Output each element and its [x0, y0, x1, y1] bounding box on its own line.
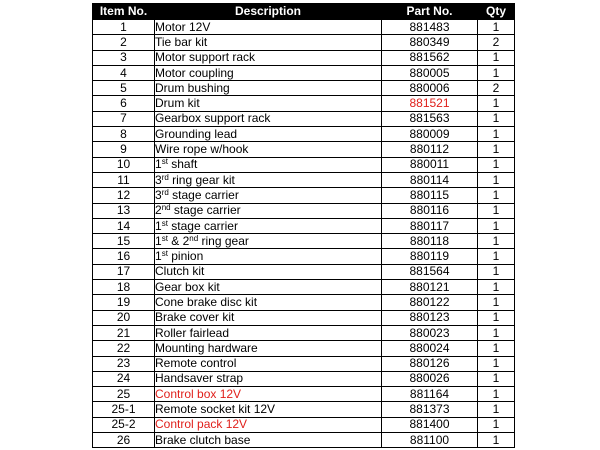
cell-part-no: 880026 — [382, 371, 478, 386]
cell-item-no: 20 — [93, 310, 155, 325]
cell-description — [155, 356, 382, 371]
table-row — [93, 280, 515, 295]
description-text: 1 — [155, 249, 162, 264]
cell-qty: 1 — [478, 203, 515, 218]
cell-description — [155, 325, 382, 340]
cell-qty: 1 — [478, 387, 515, 402]
cell-qty: 1 — [478, 111, 515, 126]
description-text: Wire rope w/hook — [155, 142, 249, 157]
ordinal-suffix: st — [161, 218, 168, 228]
cell-description — [155, 417, 382, 432]
table-row — [93, 142, 515, 157]
cell-description — [155, 218, 382, 233]
description-text: Brake cover kit — [155, 310, 235, 325]
cell-description — [155, 341, 382, 356]
cell-description — [155, 280, 382, 295]
cell-part-no: 880118 — [382, 234, 478, 249]
cell-description — [155, 264, 382, 279]
cell-description — [155, 111, 382, 126]
table-body — [93, 20, 515, 448]
cell-description — [155, 249, 382, 264]
description-text: ring gear kit — [168, 172, 235, 187]
table-row — [93, 111, 515, 126]
table-row — [93, 81, 515, 96]
cell-description — [155, 65, 382, 80]
ordinal-suffix: st — [161, 157, 168, 167]
cell-description — [155, 387, 382, 402]
table-row — [93, 35, 515, 50]
cell-qty: 1 — [478, 188, 515, 203]
cell-item-no: 17 — [93, 264, 155, 279]
cell-item-no: 19 — [93, 295, 155, 310]
cell-qty: 1 — [478, 433, 515, 448]
cell-description — [155, 20, 382, 35]
cell-description — [155, 188, 382, 203]
cell-item-no: 15 — [93, 234, 155, 249]
table-row — [93, 341, 515, 356]
cell-part-no: 880023 — [382, 325, 478, 340]
description-text: Gearbox support rack — [155, 111, 271, 126]
cell-description — [155, 96, 382, 111]
cell-item-no: 24 — [93, 371, 155, 386]
table-row — [93, 417, 515, 432]
table-row — [93, 325, 515, 340]
cell-item-no: 5 — [93, 81, 155, 96]
cell-item-no: 16 — [93, 249, 155, 264]
cell-part-no: 880009 — [382, 127, 478, 142]
cell-qty: 2 — [478, 81, 515, 96]
description-text: Grounding lead — [155, 126, 238, 141]
cell-description — [155, 50, 382, 65]
cell-qty: 2 — [478, 35, 515, 50]
cell-description — [155, 127, 382, 142]
cell-item-no: 3 — [93, 50, 155, 65]
description-text: ring gear — [198, 233, 249, 248]
cell-part-no: 881564 — [382, 264, 478, 279]
table-row — [93, 127, 515, 142]
description-text: Handsaver strap — [155, 371, 244, 386]
cell-qty: 1 — [478, 310, 515, 325]
cell-qty: 1 — [478, 50, 515, 65]
cell-description — [155, 402, 382, 417]
cell-part-no: 880024 — [382, 341, 478, 356]
cell-part-no: 880122 — [382, 295, 478, 310]
ordinal-suffix: st — [161, 249, 168, 259]
cell-item-no: 23 — [93, 356, 155, 371]
table-row — [93, 20, 515, 35]
cell-qty: 1 — [478, 20, 515, 35]
cell-qty: 1 — [478, 371, 515, 386]
table-row — [93, 310, 515, 325]
cell-part-no: 881562 — [382, 50, 478, 65]
cell-item-no: 26 — [93, 433, 155, 448]
description-text: Control pack 12V — [155, 417, 248, 432]
cell-item-no: 13 — [93, 203, 155, 218]
cell-part-no: 880121 — [382, 280, 478, 295]
ordinal-suffix: rd — [161, 172, 169, 182]
table-row — [93, 249, 515, 264]
cell-item-no: 7 — [93, 111, 155, 126]
cell-qty: 1 — [478, 356, 515, 371]
table-row — [93, 264, 515, 279]
cell-item-no: 18 — [93, 280, 155, 295]
table-row — [93, 433, 515, 448]
cell-qty: 1 — [478, 172, 515, 187]
description-text: 1 — [155, 157, 162, 172]
cell-qty: 1 — [478, 280, 515, 295]
cell-part-no: 881100 — [382, 433, 478, 448]
cell-part-no: 880112 — [382, 142, 478, 157]
ordinal-suffix: nd — [161, 203, 171, 213]
table-row — [93, 234, 515, 249]
table-row — [93, 295, 515, 310]
description-text: shaft — [167, 157, 198, 172]
cell-qty: 1 — [478, 142, 515, 157]
cell-item-no: 6 — [93, 96, 155, 111]
cell-part-no: 880117 — [382, 218, 478, 233]
cell-description — [155, 433, 382, 448]
cell-part-no: 880126 — [382, 356, 478, 371]
cell-item-no: 11 — [93, 172, 155, 187]
cell-qty: 1 — [478, 295, 515, 310]
description-text: Tie bar kit — [155, 34, 208, 49]
description-text: stage carrier — [167, 218, 238, 233]
ordinal-suffix: nd — [189, 233, 199, 243]
cell-part-no: 880114 — [382, 172, 478, 187]
cell-description — [155, 310, 382, 325]
cell-description — [155, 371, 382, 386]
cell-description — [155, 203, 382, 218]
description-text: Drum kit — [155, 96, 200, 111]
cell-description — [155, 142, 382, 157]
cell-item-no: 12 — [93, 188, 155, 203]
cell-part-no: 881164 — [382, 387, 478, 402]
description-text: Mounting hardware — [155, 340, 258, 355]
table-header — [93, 4, 515, 20]
cell-qty: 1 — [478, 157, 515, 172]
description-text: 1 — [155, 218, 162, 233]
description-text: Remote socket kit 12V — [155, 402, 276, 417]
cell-part-no: 881400 — [382, 417, 478, 432]
cell-part-no: 881563 — [382, 111, 478, 126]
description-text: 1 — [155, 233, 162, 248]
description-text: Motor 12V — [155, 19, 211, 34]
table-row — [93, 188, 515, 203]
header-description: Description — [155, 4, 382, 20]
table-row — [93, 157, 515, 172]
cell-qty: 1 — [478, 234, 515, 249]
description-text: pinion — [167, 249, 204, 264]
cell-description — [155, 172, 382, 187]
cell-part-no: 881373 — [382, 402, 478, 417]
cell-item-no: 10 — [93, 157, 155, 172]
table-row — [93, 387, 515, 402]
cell-qty: 1 — [478, 264, 515, 279]
table-row — [93, 96, 515, 111]
cell-part-no: 880006 — [382, 81, 478, 96]
cell-item-no: 1 — [93, 20, 155, 35]
description-text: stage carrier — [170, 203, 241, 218]
table-row — [93, 356, 515, 371]
description-text: stage carrier — [168, 187, 239, 202]
table-row — [93, 203, 515, 218]
cell-qty: 1 — [478, 249, 515, 264]
header-item-no: Item No. — [93, 4, 155, 20]
description-text: 3 — [155, 187, 162, 202]
cell-part-no: 880115 — [382, 188, 478, 203]
cell-item-no: 9 — [93, 142, 155, 157]
cell-item-no: 14 — [93, 218, 155, 233]
cell-qty: 1 — [478, 127, 515, 142]
cell-qty: 1 — [478, 218, 515, 233]
table-row — [93, 402, 515, 417]
description-text: 3 — [155, 172, 162, 187]
description-text: Clutch kit — [155, 264, 205, 279]
cell-item-no: 8 — [93, 127, 155, 142]
cell-item-no: 2 — [93, 35, 155, 50]
table-row — [93, 172, 515, 187]
description-text: Brake clutch base — [155, 432, 251, 447]
cell-description — [155, 81, 382, 96]
table-row — [93, 371, 515, 386]
cell-description — [155, 295, 382, 310]
cell-part-no: 880123 — [382, 310, 478, 325]
cell-qty: 1 — [478, 341, 515, 356]
table-row — [93, 218, 515, 233]
cell-qty: 1 — [478, 65, 515, 80]
ordinal-suffix: rd — [161, 187, 169, 197]
cell-item-no: 4 — [93, 65, 155, 80]
description-text: Drum bushing — [155, 80, 230, 95]
cell-part-no: 880349 — [382, 35, 478, 50]
description-text: Gear box kit — [155, 279, 220, 294]
cell-item-no: 21 — [93, 325, 155, 340]
description-text: & 2 — [167, 233, 190, 248]
cell-item-no: 25 — [93, 387, 155, 402]
header-part-no: Part No. — [382, 4, 478, 20]
cell-item-no: 25-1 — [93, 402, 155, 417]
description-text: Cone brake disc kit — [155, 294, 258, 309]
cell-description — [155, 234, 382, 249]
description-text: 2 — [155, 203, 162, 218]
ordinal-suffix: st — [161, 233, 168, 243]
description-text: Roller fairlead — [155, 325, 230, 340]
description-text: Motor coupling — [155, 65, 234, 80]
table-row — [93, 65, 515, 80]
cell-qty: 1 — [478, 96, 515, 111]
description-text: Motor support rack — [155, 50, 256, 65]
header-qty: Qty — [478, 4, 515, 20]
parts-list-table — [92, 3, 515, 448]
cell-item-no: 25-2 — [93, 417, 155, 432]
cell-description — [155, 157, 382, 172]
cell-part-no: 880116 — [382, 203, 478, 218]
cell-part-no: 881483 — [382, 20, 478, 35]
description-text: Control box 12V — [155, 386, 242, 401]
cell-part-no: 881521 — [382, 96, 478, 111]
cell-item-no: 22 — [93, 341, 155, 356]
cell-description — [155, 35, 382, 50]
description-text: Remote control — [155, 356, 237, 371]
cell-qty: 1 — [478, 402, 515, 417]
cell-qty: 1 — [478, 325, 515, 340]
cell-qty: 1 — [478, 417, 515, 432]
cell-part-no: 880011 — [382, 157, 478, 172]
header-row — [93, 4, 515, 20]
table-row — [93, 50, 515, 65]
cell-part-no: 880119 — [382, 249, 478, 264]
cell-part-no: 880005 — [382, 65, 478, 80]
